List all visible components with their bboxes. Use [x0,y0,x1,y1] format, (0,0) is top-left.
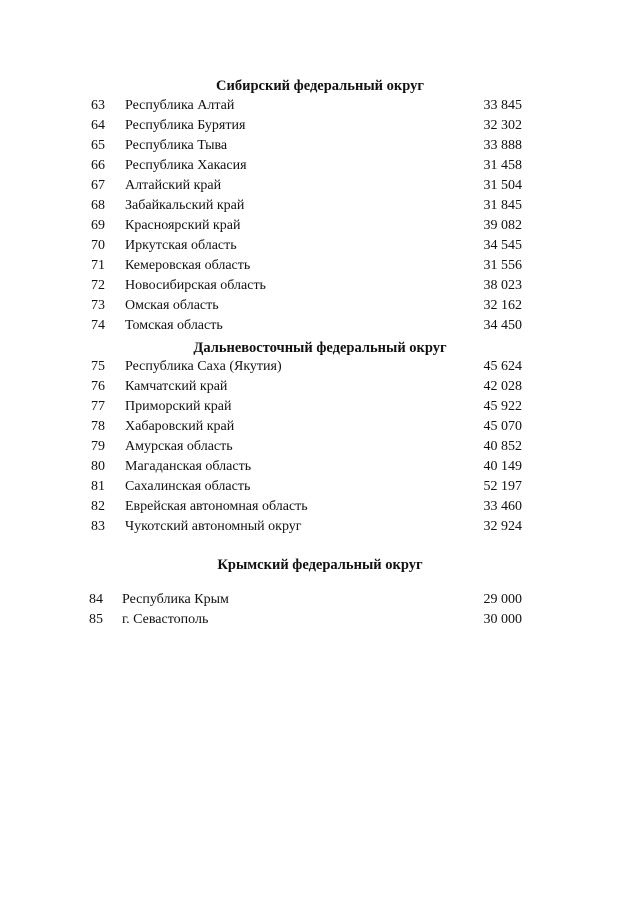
region-value: 33 845 [483,98,522,113]
region-name: Еврейская автономная область [125,499,308,514]
region-value: 45 624 [483,359,522,374]
row-number: 73 [91,298,105,313]
region-name: Республика Бурятия [125,118,246,133]
region-value: 31 845 [483,198,522,213]
table-row [0,497,640,517]
table-row [0,610,640,630]
region-name: г. Севастополь [122,612,209,627]
region-name: Томская область [125,318,223,333]
row-number: 76 [91,379,105,394]
region-value: 29 000 [483,592,522,607]
section-heading-far-eastern: Дальневосточный федеральный округ [193,340,447,356]
row-number: 80 [91,459,105,474]
row-number: 81 [91,479,105,494]
row-number: 66 [91,158,105,173]
region-value: 31 556 [483,258,522,273]
table-row [0,417,640,437]
row-number: 69 [91,218,105,233]
table-row [0,256,640,276]
table-row [0,296,640,316]
region-name: Республика Тыва [125,138,228,153]
region-value: 40 149 [483,459,522,474]
table-row [0,397,640,417]
table-row [0,216,640,236]
region-value: 39 082 [483,218,522,233]
table-row [0,196,640,216]
region-name: Кемеровская область [125,258,251,273]
region-value: 42 028 [483,379,522,394]
row-number: 63 [91,98,105,113]
table-row [0,437,640,457]
region-name: Республика Крым [122,592,229,607]
table-row [0,236,640,256]
region-name: Республика Алтай [125,98,235,113]
region-value: 40 852 [483,439,522,454]
row-number: 79 [91,439,105,454]
table-row [0,357,640,377]
table-row [0,96,640,116]
region-name: Красноярский край [125,218,241,233]
region-name: Новосибирская область [125,278,266,293]
region-value: 33 888 [483,138,522,153]
region-name: Магаданская область [125,459,252,474]
table-row [0,517,640,537]
row-number: 64 [91,118,105,133]
region-name: Сахалинская область [125,479,251,494]
region-value: 45 070 [483,419,522,434]
row-number: 71 [91,258,105,273]
table-row [0,457,640,477]
row-number: 83 [91,519,105,534]
region-value: 32 162 [483,298,522,313]
region-name: Хабаровский край [125,419,235,434]
region-value: 30 000 [483,612,522,627]
region-name: Иркутская область [125,238,237,253]
row-number: 75 [91,359,105,374]
table-row [0,156,640,176]
table-row [0,276,640,296]
table-row [0,590,640,610]
region-value: 32 302 [483,118,522,133]
region-value: 38 023 [483,278,522,293]
section-heading-crimean: Крымский федеральный округ [217,557,423,573]
table-row [0,377,640,397]
region-name: Амурская область [125,439,233,454]
row-number: 77 [91,399,105,414]
section-heading-siberian: Сибирский федеральный округ [216,78,424,94]
region-value: 33 460 [483,499,522,514]
region-name: Омская область [125,298,219,313]
region-name: Республика Саха (Якутия) [125,359,282,374]
row-number: 65 [91,138,105,153]
region-name: Республика Хакасия [125,158,247,173]
table-row [0,176,640,196]
row-number: 72 [91,278,105,293]
row-number: 85 [89,612,103,627]
row-number: 84 [89,592,103,607]
region-name: Чукотский автономный округ [125,519,302,534]
region-name: Забайкальский край [125,198,245,213]
row-number: 68 [91,198,105,213]
row-number: 78 [91,419,105,434]
region-value: 52 197 [483,479,522,494]
region-value: 34 545 [483,238,522,253]
region-name: Алтайский край [125,178,222,193]
row-number: 82 [91,499,105,514]
row-number: 67 [91,178,105,193]
region-value: 31 504 [483,178,522,193]
table-row [0,477,640,497]
region-value: 34 450 [483,318,522,333]
table-row [0,116,640,136]
row-number: 74 [91,318,105,333]
table-row [0,136,640,156]
region-value: 45 922 [483,399,522,414]
table-row [0,316,640,336]
region-name: Камчатский край [125,379,228,394]
region-value: 32 924 [483,519,522,534]
region-value: 31 458 [483,158,522,173]
row-number: 70 [91,238,105,253]
region-name: Приморский край [125,399,232,414]
